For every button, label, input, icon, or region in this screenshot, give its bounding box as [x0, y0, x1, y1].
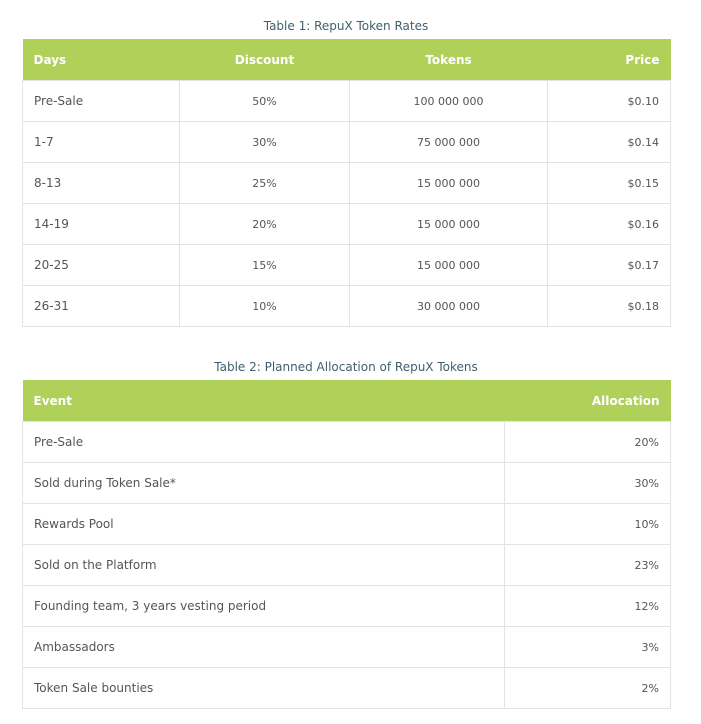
table-row [23, 81, 671, 122]
cell-price: $0.14 [548, 122, 671, 163]
cell-allocation: 20% [505, 422, 671, 463]
token-rates-table [22, 39, 671, 327]
cell-event: Sold on the Platform [23, 545, 505, 586]
cell-allocation: 30% [505, 463, 671, 504]
cell-allocation: 3% [505, 627, 671, 668]
cell-event: Founding team, 3 years vesting period [23, 586, 505, 627]
header-allocation: Allocation [505, 380, 671, 422]
table-row [23, 204, 671, 245]
cell-price: $0.17 [548, 245, 671, 286]
table-row [23, 163, 671, 204]
cell-discount: 20% [180, 204, 350, 245]
table-row [23, 122, 671, 163]
header-price: Price [548, 39, 671, 81]
cell-discount: 50% [180, 81, 350, 122]
cell-allocation: 2% [505, 668, 671, 709]
header-tokens: Tokens [350, 39, 548, 81]
header-discount: Discount [180, 39, 350, 81]
cell-days: Pre-Sale [23, 81, 180, 122]
cell-tokens: 30 000 000 [350, 286, 548, 327]
cell-price: $0.18 [548, 286, 671, 327]
cell-allocation: 23% [505, 545, 671, 586]
cell-days: 1-7 [23, 122, 180, 163]
cell-tokens: 15 000 000 [350, 204, 548, 245]
cell-event: Pre-Sale [23, 422, 505, 463]
cell-days: 20-25 [23, 245, 180, 286]
cell-days: 8-13 [23, 163, 180, 204]
table-row [23, 422, 671, 463]
cell-tokens: 100 000 000 [350, 81, 548, 122]
table1-header-row [23, 39, 671, 81]
cell-days: 14-19 [23, 204, 180, 245]
table-row [23, 627, 671, 668]
cell-event: Token Sale bounties [23, 668, 505, 709]
header-days: Days [23, 39, 180, 81]
table-row [23, 286, 671, 327]
table-row [23, 463, 671, 504]
table-row [23, 586, 671, 627]
cell-tokens: 15 000 000 [350, 245, 548, 286]
cell-discount: 25% [180, 163, 350, 204]
table1-caption: Table 1: RepuX Token Rates [263, 19, 429, 33]
table-row [23, 668, 671, 709]
cell-discount: 15% [180, 245, 350, 286]
cell-discount: 30% [180, 122, 350, 163]
cell-tokens: 75 000 000 [350, 122, 548, 163]
cell-event: Ambassadors [23, 627, 505, 668]
cell-event: Sold during Token Sale* [23, 463, 505, 504]
table-row [23, 245, 671, 286]
cell-allocation: 12% [505, 586, 671, 627]
cell-discount: 10% [180, 286, 350, 327]
table2-caption: Table 2: Planned Allocation of RepuX Tokens [214, 360, 478, 374]
cell-tokens: 15 000 000 [350, 163, 548, 204]
table-row [23, 545, 671, 586]
table-row [23, 504, 671, 545]
cell-price: $0.10 [548, 81, 671, 122]
cell-price: $0.16 [548, 204, 671, 245]
table2-header-row [23, 380, 671, 422]
cell-days: 26-31 [23, 286, 180, 327]
allocation-table [22, 380, 671, 709]
cell-price: $0.15 [548, 163, 671, 204]
header-event: Event [23, 380, 505, 422]
cell-event: Rewards Pool [23, 504, 505, 545]
cell-allocation: 10% [505, 504, 671, 545]
